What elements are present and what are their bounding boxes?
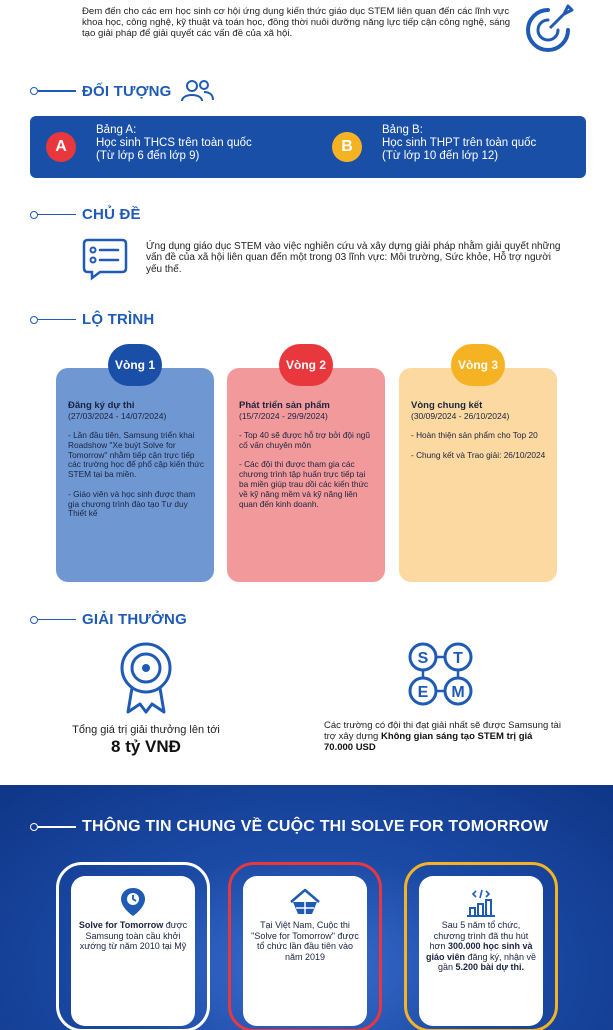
info-card-1-text: được Samsung toàn cầu khởi xướng từ năm 2010 tại Mỹ [79, 920, 188, 952]
round-date: (27/03/2024 - 14/07/2024) [68, 411, 167, 421]
group-b-text [382, 124, 536, 163]
group-a-grades: (Từ lớp 6 đến lớp 9) [96, 150, 200, 162]
info-card-2 [243, 876, 367, 1026]
round-title: Đăng ký dự thi [68, 400, 135, 411]
group-b-desc: Học sinh THPT trên toàn quốc [382, 137, 537, 149]
bullet-dot [30, 616, 38, 624]
info-card-3-text-2: đăng ký, nhận về gần [437, 951, 537, 973]
bullet-dot [30, 316, 38, 324]
section-title: GIẢI THƯỞNG [82, 611, 187, 628]
group-a-text [96, 124, 252, 163]
round-body: - Top 40 sẽ được hỗ trợ bởi đội ngũ cố vấn chuyên môn - Các đội thi được tham gia các chương trình tập huấn trực tiếp tại ba miền giúp trau dồi các kiến thức về kỹ năng mềm và kỹ năng liên quan đến kinh doanh. [239, 430, 371, 509]
round-title: Phát triển sản phẩm [239, 400, 330, 411]
group-b-grades: (Từ lớp 10 đến lớp 12) [382, 150, 499, 162]
topic-text: Ứng dụng giáo dục STEM vào việc nghiên cứu và xây dựng giải pháp nhằm giải quyết những vấn đề của xã hội liên quan đến một trong 03 lĩnh vực: Môi trường, Sức khỏe, Hỗ trợ người yếu thế. [146, 241, 561, 275]
stem-icon [406, 640, 476, 708]
section-title: ĐỐI TƯỢNG [82, 82, 172, 100]
group-a-badge: A [46, 132, 76, 162]
round-body: - Lần đầu tiên, Samsung triển khai Roadshow "Xe buýt Solve for Tomorrow" nhằm tiếp cận trực tiếp các trường học để phổ cập kiến thức STEM tại ba miền. - Giáo viên và học sinh được tham gia chương trình đào tạo Tư duy Thiết kế [68, 430, 205, 519]
location-pin-icon [118, 886, 148, 918]
checklist-icon [82, 236, 128, 282]
info-card-1-bold: Solve for Tomorrow [78, 920, 164, 930]
section-header-roadmap [30, 311, 154, 328]
stem-prize-text [324, 720, 564, 753]
bullet-dot [30, 823, 38, 831]
round-date: (15/7/2024 - 29/9/2024) [239, 411, 328, 421]
prize-total-amount: 8 tỷ VNĐ [111, 737, 181, 756]
intro-text: Đem đến cho các em học sinh cơ hội ứng dụng kiến thức giáo dục STEM liên quan đến các lĩnh vực khoa học, công nghệ, kỹ thuật và toán học, đồng thời nuôi dưỡng năng lực tiếp cận công nghệ, sáng tạo giải pháp để giải quyết các vấn đề của xã hội. [82, 6, 511, 40]
round-3-pill: Vòng 3 [451, 344, 505, 386]
bullet-dot [30, 211, 38, 219]
stem-prize-text-main: Các trường có đội thi đạt giải nhất sẽ được Samsung tài trợ xây dựng [324, 720, 561, 742]
medal-icon [118, 640, 174, 714]
users-icon [180, 80, 214, 102]
stem-letter-m: M [451, 684, 465, 701]
stem-prize-text-bold: Không gian sáng tạo STEM trị giá 70.000 USD [324, 731, 533, 753]
rocket-target-icon [520, 2, 576, 58]
section-title: THÔNG TIN CHUNG VỀ CUỘC THI SOLVE FOR TOMORROW [82, 818, 549, 835]
target-panel [30, 116, 586, 178]
group-b-badge: B [332, 132, 362, 162]
stem-letter-t: T [453, 650, 463, 667]
info-card-3-bold: 300.000 học sinh và giáo viên [425, 941, 533, 962]
section-header-target [30, 80, 214, 102]
round-1-card [56, 368, 214, 582]
round-1-pill: Vòng 1 [108, 344, 162, 386]
group-a-label: Bảng A: [96, 124, 137, 136]
stem-letter-s: S [417, 650, 429, 667]
prize-total [48, 724, 244, 756]
stem-letter-e: E [417, 684, 429, 701]
round-2-card [227, 368, 385, 582]
round-date: (30/09/2024 - 26/10/2024) [411, 411, 510, 421]
info-card-2-text: Tại Việt Nam, Cuộc thi "Solve for Tomorrow" được tổ chức lần đầu tiên vào năm 2019 [251, 920, 359, 962]
growth-chart-icon [464, 886, 498, 918]
group-b-label: Bảng B: [382, 124, 423, 136]
round-body: - Hoàn thiện sản phẩm cho Top 20 - Chung kết và Trao giải: 26/10/2024 [411, 430, 546, 460]
prize-total-label: Tổng giá trị giải thưởng lên tới [72, 724, 220, 736]
round-title: Vòng chung kết [411, 400, 483, 411]
section-title: CHỦ ĐỀ [82, 206, 141, 223]
globe-vietnam-icon [288, 886, 322, 918]
info-card-3 [419, 876, 543, 1026]
header-line [38, 619, 76, 621]
round-3-card [399, 368, 557, 582]
header-line [38, 826, 76, 828]
section-header-topic [30, 206, 141, 223]
section-title: LỘ TRÌNH [82, 311, 155, 328]
section-header-general [30, 818, 548, 836]
section-header-prize [30, 611, 187, 628]
header-line [38, 90, 76, 92]
info-card-3-bold-2: 5.200 bài dự thi. [455, 962, 525, 973]
group-a-desc: Học sinh THCS trên toàn quốc [96, 137, 252, 149]
header-line [38, 319, 76, 321]
info-card-3-text: Sau 5 năm tổ chức, chương trình đã thu hút hơn [429, 920, 529, 952]
bullet-dot [30, 87, 38, 95]
info-card-1 [71, 876, 195, 1026]
round-2-pill: Vòng 2 [279, 344, 333, 386]
header-line [38, 214, 76, 216]
